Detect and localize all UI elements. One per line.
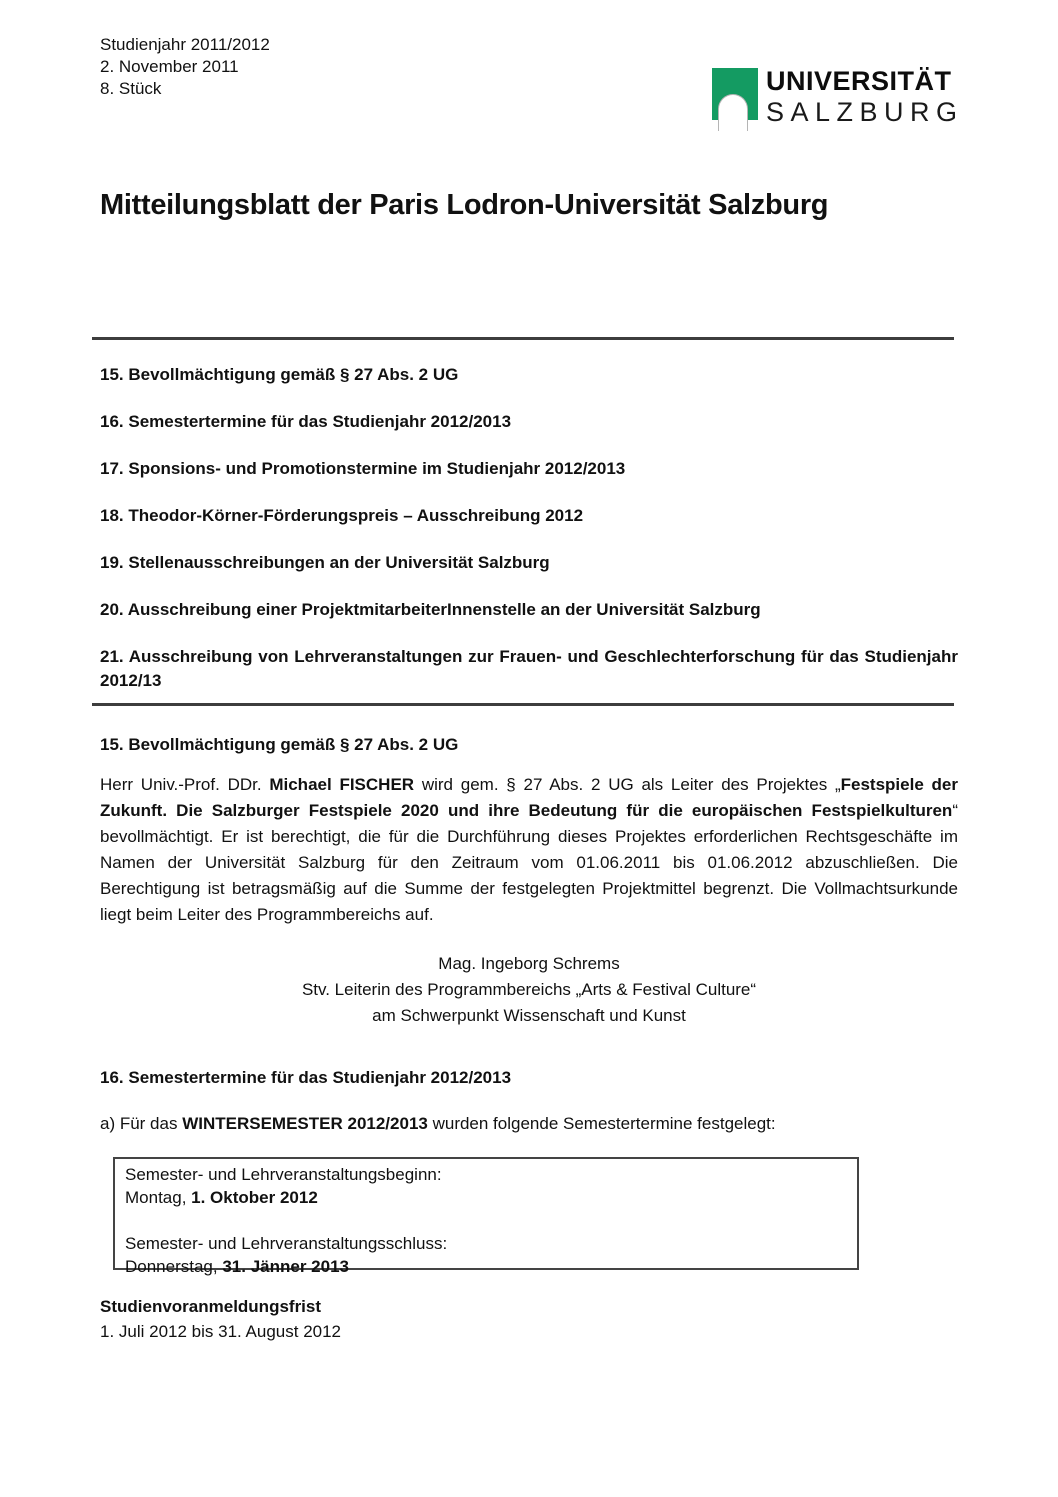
end-date: 31. Jänner 2013: [222, 1257, 349, 1276]
person-name: Michael FISCHER: [269, 775, 415, 794]
end-day: Donnerstag,: [125, 1257, 223, 1276]
box-spacer: [125, 1209, 849, 1232]
text-segment-rest: “ bevollmächtigt. Er ist berechtigt, die für die Durchführung dieses Projektes erforderlichen Rechtsgeschäfte im Namen der Universität Salzburg für den Zeitraum vom 01.06.2011 bis 01.06.2012 abzuschließen. Die Berechtigung ist betragsmäßig auf die Summe der festgelegten Projektmittel begrenzt. Die Vollmachtsurkunde liegt beim Leiter des Programmbereichs auf.: [100, 801, 958, 924]
toc-item-16: 16. Semestertermine für das Studienjahr 2012/2013: [100, 412, 512, 431]
semester-end-value: [125, 1255, 849, 1278]
university-arch-icon: [712, 68, 758, 120]
issue-date: 2. November 2011: [100, 57, 239, 76]
section-15-heading: 15. Bevollmächtigung gemäß § 27 Abs. 2 UG: [100, 735, 459, 754]
intro-segment-a: a) Für das: [100, 1114, 183, 1133]
issue-study-year: Studienjahr 2011/2012: [100, 35, 270, 54]
issue-info: [100, 34, 270, 100]
semester-dates-box: [113, 1157, 859, 1276]
signature-name: Mag. Ingeborg Schrems: [438, 954, 620, 973]
winter-semester-label: WINTERSEMESTER 2012/2013: [182, 1114, 428, 1133]
page-title: Mitteilungsblatt der Paris Lodron-Universität Salzburg: [100, 189, 829, 221]
logo-line-universitaet: UNIVERSITÄT: [766, 66, 952, 96]
toc-item-19: 19. Stellenausschreibungen an der Universität Salzburg: [100, 553, 550, 572]
issue-number: 8. Stück: [100, 79, 162, 98]
logo-wordmark: [766, 66, 964, 128]
begin-date: 1. Oktober 2012: [191, 1188, 318, 1207]
university-salzburg-logo: [712, 66, 964, 128]
text-segment-mid: wird gem. § 27 Abs. 2 UG als Leiter des Projektes „: [414, 775, 841, 794]
semester-end-label: Semester- und Lehrveranstaltungsschluss:: [125, 1234, 448, 1253]
project-title: Festspiele der Zukunft. Die Salzburger Festspiele 2020 und ihre Bedeutung für die europäischen Festspielkulturen: [100, 775, 958, 820]
signature-unit: am Schwerpunkt Wissenschaft und Kunst: [372, 1006, 686, 1025]
toc-item-17: 17. Sponsions- und Promotionstermine im Studienjahr 2012/2013: [100, 459, 626, 478]
table-of-contents: [100, 363, 958, 716]
semester-begin-value: [125, 1186, 849, 1209]
logo-line-salzburg: SALZBURG: [766, 97, 964, 127]
text-segment-intro: Herr Univ.-Prof. DDr.: [100, 775, 270, 794]
arch-gate-shape: [718, 94, 748, 131]
semester-begin-label: Semester- und Lehrveranstaltungsbeginn:: [125, 1165, 442, 1184]
section-16-intro: [100, 1114, 776, 1134]
signature-role: Stv. Leiterin des Programmbereichs „Arts & Festival Culture“: [301, 980, 757, 999]
divider-top: [92, 337, 954, 340]
begin-day: Montag,: [125, 1188, 192, 1207]
intro-segment-c: wurden folgende Semestertermine festgelegt:: [427, 1114, 776, 1133]
toc-item-15: 15. Bevollmächtigung gemäß § 27 Abs. 2 UG: [100, 365, 459, 384]
preregistration-block: [100, 1294, 341, 1344]
signature-block: [100, 951, 958, 1029]
section-16-heading: 16. Semestertermine für das Studienjahr 2012/2013: [100, 1068, 512, 1087]
toc-item-21: 21. Ausschreibung von Lehrveranstaltungen zur Frauen- und Geschlechterforschung für das Studienjahr 2012/13: [100, 647, 958, 690]
preregistration-period: 1. Juli 2012 bis 31. August 2012: [100, 1322, 342, 1341]
section-15-paragraph: [100, 772, 958, 928]
toc-item-18: 18. Theodor-Körner-Förderungspreis – Ausschreibung 2012: [100, 506, 584, 525]
preregistration-heading: Studienvoranmeldungsfrist: [100, 1297, 322, 1316]
toc-item-20: 20. Ausschreibung einer ProjektmitarbeiterInnenstelle an der Universität Salzburg: [100, 600, 761, 619]
